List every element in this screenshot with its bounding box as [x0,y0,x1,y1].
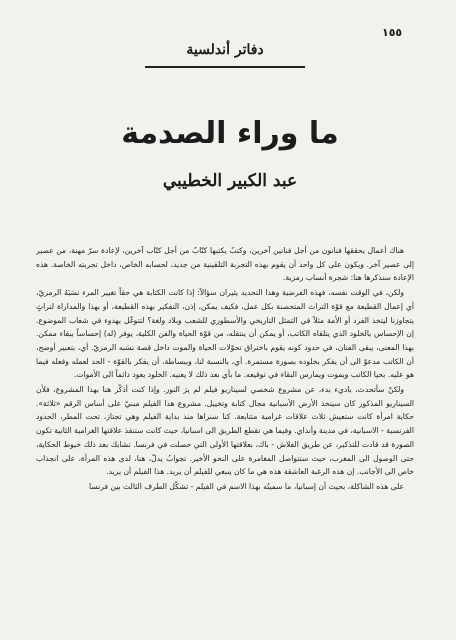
article-body [36,244,414,628]
series-title: دفاتر أندلسية [186,42,264,58]
header-rule [145,66,305,68]
author-name: عبد الكبير الخطيبي [162,171,298,191]
paragraph: هناك أعمال يحققها فنانون من أجل فنانين آخرين، وكتبٌ يكتبها كتّابٌ من أجل كتّاب آخرين، لإعادة سرّ مهنة، من عصير إلى عصير آخر. ويكون على كل واحد أن يقوم بهذه التجربة التلقينية من جديد، لحسابه الخاص، داخل تجربته الخاصة. هذه الإعادة سنذكرها هنا: شجرة أنساب رمزية. [36,246,414,283]
article-title: ما وراء الصدمة [121,116,339,151]
paragraph: ولكنْ سأتحدث، باديء بدء، عن مشروع شخصي لسيناريو فيلم لم يرَ النور. وإذا كنت أذكّر هنا بهذا المشروع، فلأن السيناريو المذكور كان سيتخذ الأرض الأسبانية مجال كتابة وتخييل. مشروع هذا الفيلم مبنيّ على أساس الرقم «ثلاثة». حكاية امرأة كانت ستعيش ثلاث علاقات غرامية متتابعة. كنا سنراها منذ بداية الفيلم وهي تجتاز، تحت المطر، الحدود الفرنسية - الاسبانية، في مدينة وأنداي. وفيما هي تقطع الطريق الى اسبانيا، حيث كانت ستنقذ علاقتها الغرامية الثانية تكون الصورة قد قادت للتذكير، عن طريق الفلاش - باك، بعلاقتها الأولى التي حصلت في فرنسا. تشابك بعد ذلك خيوط الحكاية، حتى الوصول الى المغرب، حيث ستتواصل المغامرة على النحو الأخير. تجوابُ يدلّ، هنا، لدى هذه المرأة، على انجذاب خاص الى الأجانب. إن هذه الرغبة العاشقة هذه هي ما كان ينبغي للفيلم أن يريد. هذا الفيلم أن يريد. [36,385,414,477]
paragraph: على هذه الشاكلة، بحيث أن إسبانيا، ما سميتُه بهذا الاسم في الفيلم - تشكّل الطرف الثالث بين فرنسا [89,481,404,491]
paragraph: ولكن، في الوقت نفسه، فهذه الفرضية وهذا التحديد يثيران سؤالاً: إذا كانت الكتابة هي حقاً تغيير المرء نسَبَهُ الرمزيّ، أي إعمال القطيعة مع قوّة التراث المتحصنة بكل عمل، فكيف يمكن، إذن، التفكير بهذه القطيعة، أو بهذا والمداراة لتراثٍ يتجاوزنا ليتخذ الفرد أو الأمة مثلاً في التمثل التاريخي والأسطوري للشعب وبلاد ولغة؟ لتتوغّل بهدوء في شعاب الموضوع. إن الإحساس بالخلود الذي يتلقاه الكاتب، أو يمكن أن ينتقله، من قوّة الحياة والفن الكلية، يوفر (له) إحساساً ببقاء ممكن. بهذا المعنى، يبقى الفنان، في حدود كونه يقوم باختراق تحوّلات الحياة والموت داخل قصة نسَبه الرمزيّ. أي، بتعبير أوضح، أن الكاتب مدعوّ الى أن يفكر بخلوده بصورة مستمرة. أي، بالنسبة لنا، وببساطة، أن يفكر بالقوّة - الحد لعمله وفعله فيما هو عليه. بحيا الكاتب ويموت ويمارس البقاء في توقيعه. ما بأي بعد ذلك لا يعنيه. الخلود يعود دائماً الى الأموات. [36,288,414,380]
page-number: ١٥٥ [382,26,403,39]
